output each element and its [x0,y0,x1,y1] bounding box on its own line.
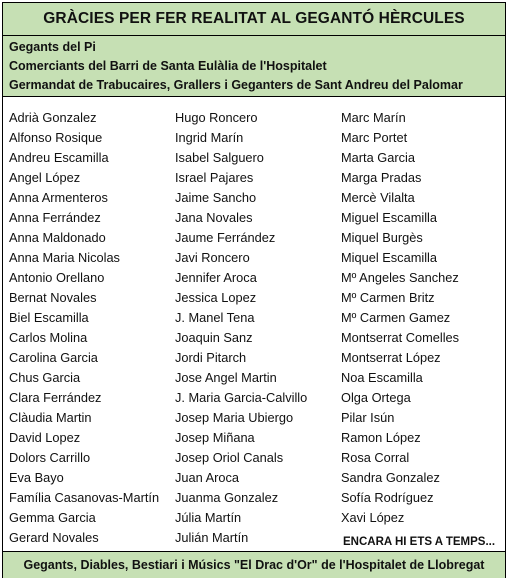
name-entry: Carolina Garcia [9,350,98,365]
name-entry: Isabel Salguero [175,150,264,165]
name-entry: Mº Carmen Britz [341,290,435,305]
name-entry: Xavi López [341,510,405,525]
name-entry: Andreu Escamilla [9,150,109,165]
name-entry: Montserrat López [341,350,441,365]
name-entry: Miquel Escamilla [341,250,438,265]
name-entry: J. Maria Garcia-Calvillo [175,390,308,405]
name-entry: Angel López [9,170,81,185]
name-entry: Juanma Gonzalez [175,490,279,505]
name-entry: Rosa Corral [341,450,410,465]
name-entry: Javi Roncero [175,250,250,265]
name-entry: Montserrat Comelles [341,330,460,345]
call-to-action: ENCARA HI ETS A TEMPS... [343,536,496,548]
names-grid [3,97,505,551]
name-entry: Marc Portet [341,130,408,145]
name-entry: Jose Angel Martin [175,370,277,385]
name-entry: Juan Aroca [175,470,240,485]
sponsors-section [3,36,505,97]
name-entry: Clara Ferrández [9,390,102,405]
name-entry: Gerard Novales [9,530,99,545]
name-entry: Jessica Lopez [175,290,257,305]
name-entry: Sofía Rodríguez [341,490,434,505]
page-title: GRÀCIES PER FER REALITAT AL GEGANTÓ HÈRCULES [3,3,505,36]
name-entry: Olga Ortega [341,390,411,405]
name-entry: Mercè Vilalta [341,190,415,205]
name-entry: Josep Oriol Canals [175,450,284,465]
sponsor-comerciants: Comerciants del Barri de Santa Eulàlia de l'Hospitalet [9,59,327,73]
thanks-sheet [2,2,506,578]
name-entry: Miguel Escamilla [341,210,438,225]
name-entry: Marga Pradas [341,170,422,185]
name-entry: Sandra Gonzalez [341,470,440,485]
name-entry: Marc Marín [341,110,406,125]
name-entry: Gemma Garcia [9,510,96,525]
sponsor-germandat: Germandat de Trabucaires, Grallers i Geganters de Sant Andreu del Palomar [9,78,463,92]
name-entry: Chus Garcia [9,370,81,385]
name-entry: Anna Maria Nicolas [9,250,120,265]
name-entry: Josep Maria Ubiergo [175,410,294,425]
footer-credit: Gegants, Diables, Bestiari i Músics "El Drac d'Or" de l'Hospitalet de Llobregat [3,551,505,578]
name-entry: Israel Pajares [175,170,254,185]
sponsor-gegants-del-pi: Gegants del Pi [9,40,96,54]
name-entry: Clàudia Martin [9,410,92,425]
name-entry: Adrià Gonzalez [9,110,97,125]
name-entry: Família Casanovas-Martín [9,490,160,505]
name-entry: Biel Escamilla [9,310,89,325]
name-entry: Anna Armenteros [9,190,108,205]
name-entry: Eva Bayo [9,470,64,485]
name-entry: Ramon López [341,430,421,445]
name-entry: Alfonso Rosique [9,130,103,145]
name-entry: Júlia Martín [175,510,242,525]
name-entry: Marta Garcia [341,150,415,165]
name-entry: Mº Angeles Sanchez [341,270,459,285]
name-entry: Jordi Pitarch [175,350,247,365]
name-entry: Dolors Carrillo [9,450,91,465]
name-entry: Hugo Roncero [175,110,258,125]
name-entry: David Lopez [9,430,81,445]
name-entry: Jaime Sancho [175,190,257,205]
name-entry: Miquel Burgès [341,230,423,245]
name-entry: Noa Escamilla [341,370,423,385]
name-entry: Ingrid Marín [175,130,244,145]
name-entry: Joaquin Sanz [175,330,253,345]
name-entry: Julián Martín [175,530,249,545]
name-entry: Anna Ferrández [9,210,101,225]
name-entry: Carlos Molina [9,330,88,345]
name-entry: Mº Carmen Gamez [341,310,451,325]
name-entry: Jennifer Aroca [175,270,257,285]
name-entry: Antonio Orellano [9,270,105,285]
name-entry: Anna Maldonado [9,230,106,245]
name-entry: Josep Miñana [175,430,255,445]
name-entry: Jaume Ferrández [175,230,276,245]
name-entry: Pilar Isún [341,410,395,425]
name-entry: J. Manel Tena [175,310,255,325]
name-entry: Bernat Novales [9,290,97,305]
name-entry: Jana Novales [175,210,253,225]
